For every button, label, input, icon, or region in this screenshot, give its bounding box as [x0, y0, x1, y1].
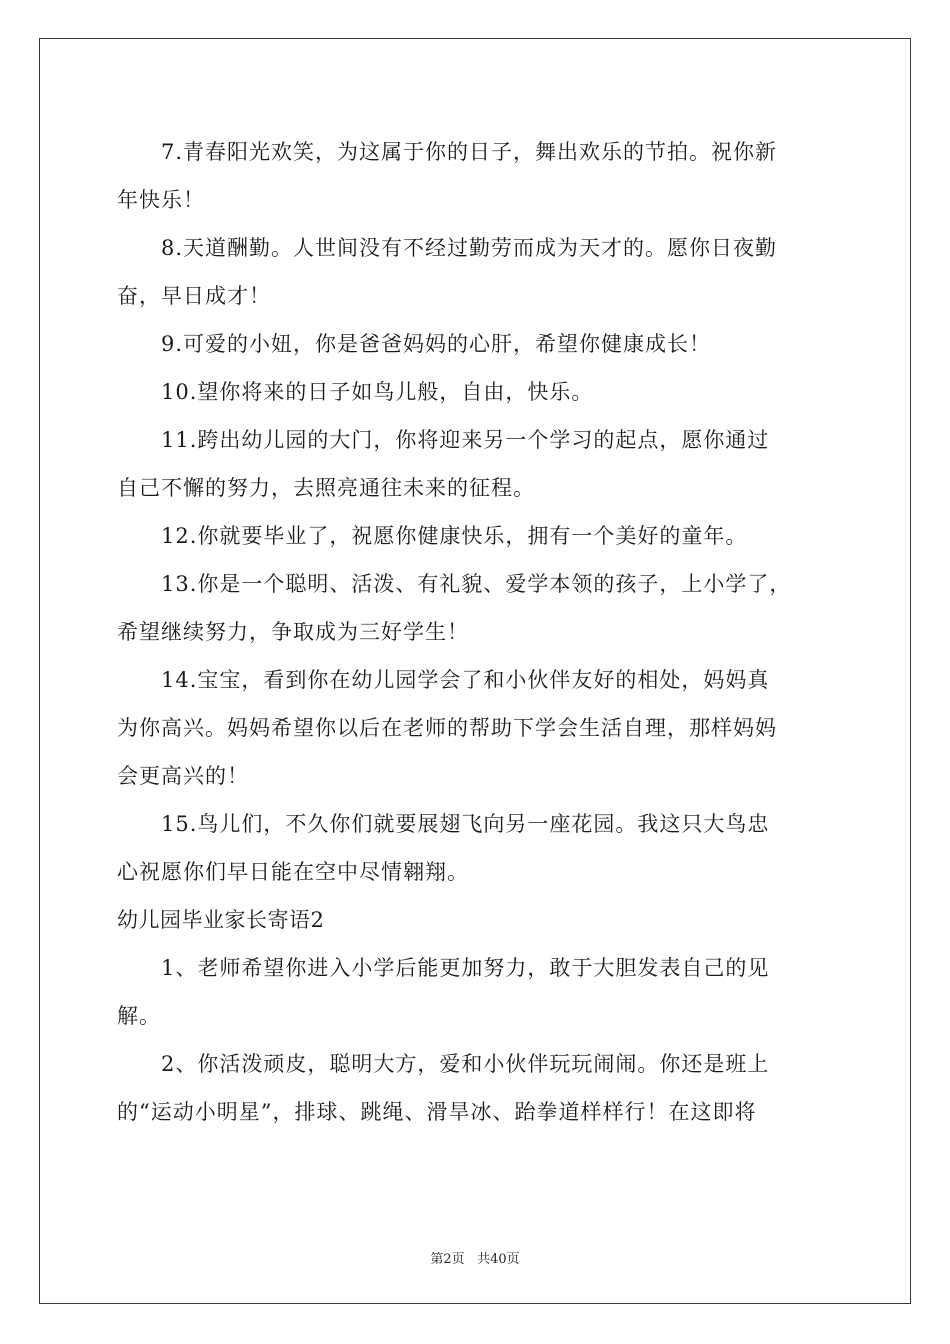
- text-line: 自己不懈的努力，去照亮通往未来的征程。: [117, 476, 535, 500]
- text-line: 14.宝宝，看到你在幼儿园学会了和小伙伴友好的相处，妈妈真: [161, 668, 770, 692]
- document-body: [117, 128, 833, 1136]
- page-number: 第2页: [430, 1252, 465, 1267]
- section-heading: 幼儿园毕业家长寄语2: [117, 908, 325, 932]
- page-footer: [0, 1248, 950, 1267]
- text-line: 7.青春阳光欢笑，为这属于你的日子，舞出欢乐的节拍。祝你新: [161, 140, 778, 164]
- text-line: 为你高兴。妈妈希望你以后在老师的帮助下学会生活自理，那样妈妈: [117, 716, 777, 740]
- text-line: 1、老师希望你进入小学后能更加努力，敢于大胆发表自己的见: [161, 956, 770, 980]
- page-total: 共40页: [477, 1252, 520, 1267]
- text-line: 的“运动小明星”，排球、跳绳、滑旱冰、跆拳道样样行！在这即将: [117, 1100, 757, 1124]
- text-line: 奋，早日成才！: [117, 284, 271, 308]
- text-line: 年快乐！: [117, 188, 205, 212]
- text-line: 8.天道酬勤。人世间没有不经过勤劳而成为天才的。愿你日夜勤: [161, 236, 778, 260]
- text-line: 15.鸟儿们，不久你们就要展翅飞向另一座花园。我这只大鸟忠: [161, 812, 770, 836]
- text-line: 会更高兴的！: [117, 764, 249, 788]
- text-line: 9.可爱的小妞，你是爸爸妈妈的心肝，希望你健康成长！: [161, 332, 712, 356]
- text-line: 解。: [117, 1004, 161, 1028]
- text-line: 10.望你将来的日子如鸟儿般，自由，快乐。: [161, 380, 594, 404]
- text-line: 2、你活泼顽皮，聪明大方，爱和小伙伴玩玩闹闹。你还是班上: [161, 1052, 770, 1076]
- text-line: 心祝愿你们早日能在空中尽情翱翔。: [117, 860, 469, 884]
- text-line: 希望继续努力，争取成为三好学生！: [117, 620, 469, 644]
- text-line: 13.你是一个聪明、活泼、有礼貌、爱学本领的孩子，上小学了，: [161, 572, 792, 596]
- text-line: 12.你就要毕业了，祝愿你健康快乐，拥有一个美好的童年。: [161, 524, 748, 548]
- text-line: 11.跨出幼儿园的大门，你将迎来另一个学习的起点，愿你通过: [161, 428, 770, 452]
